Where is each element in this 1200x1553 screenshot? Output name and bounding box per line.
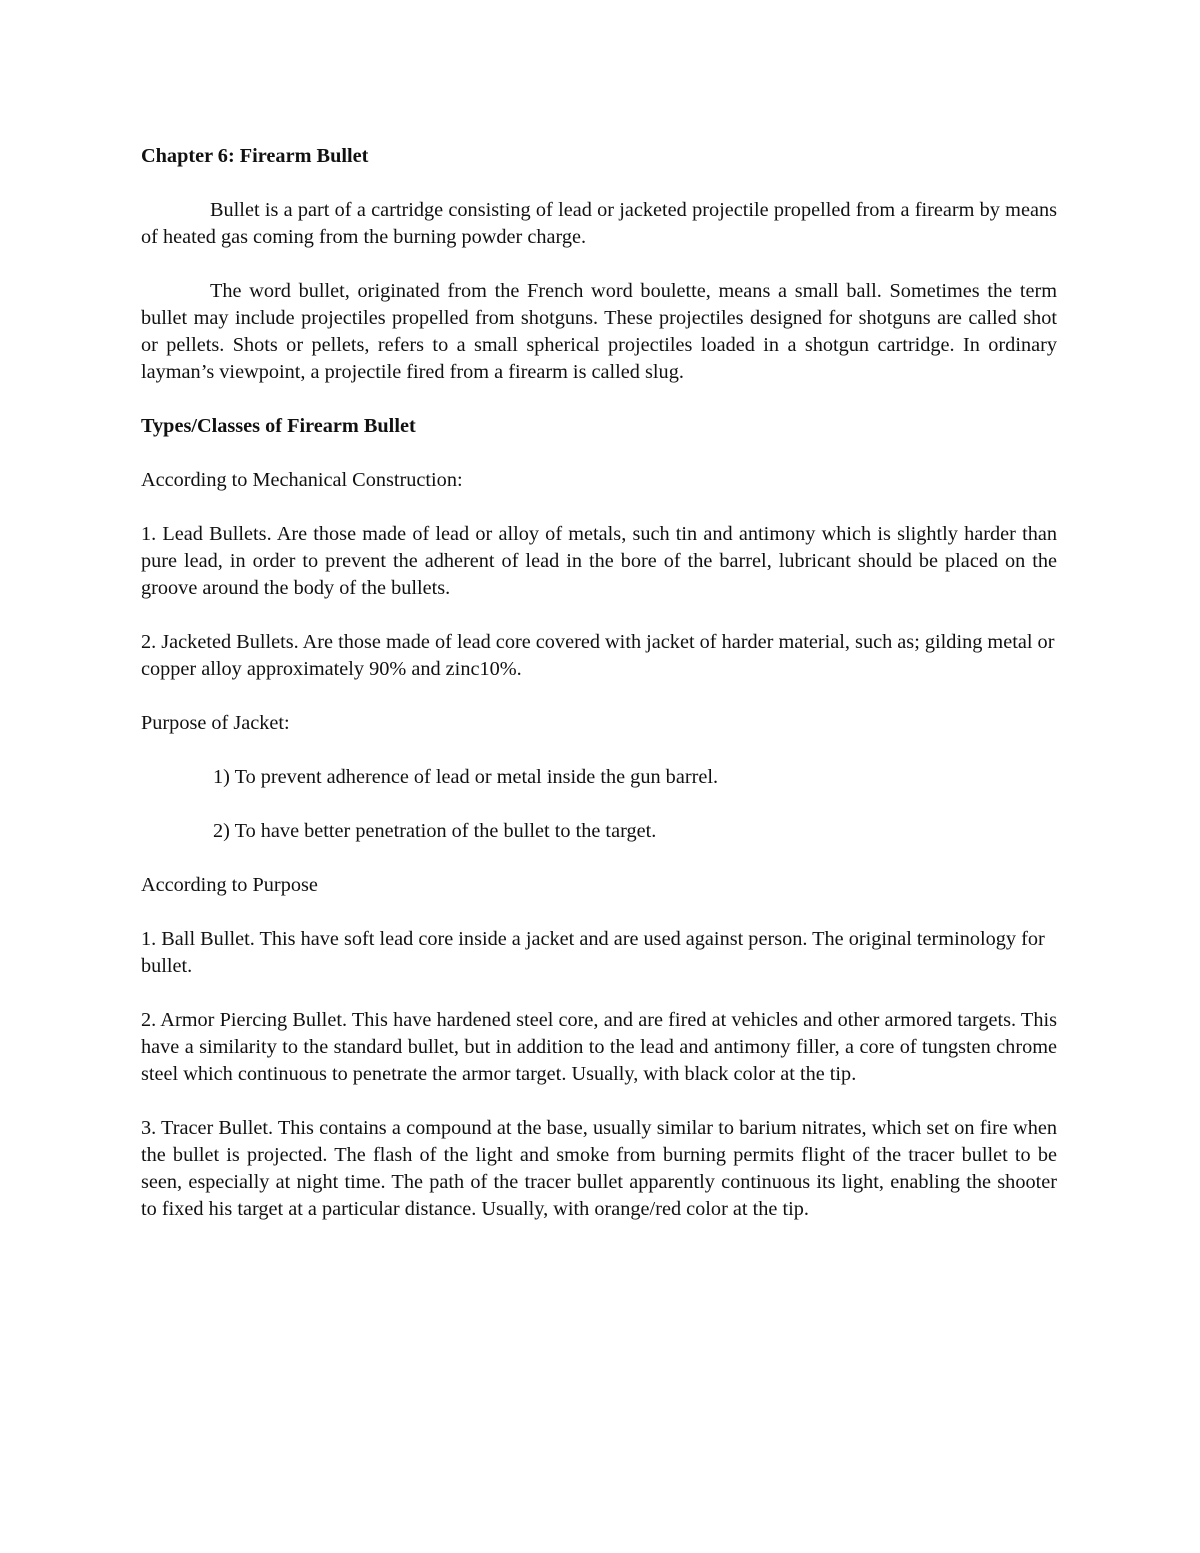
jacket-purpose-item-1: 1) To prevent adherence of lead or metal inside the gun barrel.: [213, 766, 719, 788]
document-page: [141, 143, 1057, 1223]
intro-paragraph-1: Bullet is a part of a cartridge consisting of lead or jacketed projectile propelled from a firearm by means of heated gas coming from the burning powder charge.: [141, 199, 1057, 248]
jacketed-bullets-item: 2. Jacketed Bullets. Are those made of lead core covered with jacket of harder material, such as; gilding metal or copper alloy approximately 90% and zinc10%.: [141, 631, 1055, 680]
tracer-bullet-item: 3. Tracer Bullet. This contains a compound at the base, usually similar to barium nitrates, which set on fire when the bullet is projected. The flash of the light and smoke from burning permits flight of the tracer bullet to be seen, especially at night time. The path of the tracer bullet apparently continuous its light, enabling the shooter to fixed his target at a particular distance. Usually, with orange/red color at the tip.: [141, 1117, 1057, 1220]
ball-bullet-item: 1. Ball Bullet. This have soft lead core inside a jacket and are used against person. The original terminology for bullet.: [141, 928, 1045, 977]
lead-bullets-item: 1. Lead Bullets. Are those made of lead or alloy of metals, such tin and antimony which is slightly harder than pure lead, in order to prevent the adherent of lead in the bore of the barrel, lubricant should be placed on the groove around the body of the bullets.: [141, 523, 1057, 599]
mechanical-construction-label: According to Mechanical Construction:: [141, 469, 463, 491]
chapter-title: Chapter 6: Firearm Bullet: [141, 145, 369, 167]
jacket-purpose-item-2: 2) To have better penetration of the bullet to the target.: [213, 820, 657, 842]
purpose-of-jacket-label: Purpose of Jacket:: [141, 712, 290, 734]
types-heading: Types/Classes of Firearm Bullet: [141, 415, 416, 437]
armor-piercing-bullet-item: 2. Armor Piercing Bullet. This have hardened steel core, and are fired at vehicles and other armored targets. This have a similarity to the standard bullet, but in addition to the lead and antimony filler, a core of tungsten chrome steel which continuous to penetrate the armor target. Usually, with black color at the tip.: [141, 1009, 1057, 1085]
intro-paragraph-2: The word bullet, originated from the French word boulette, means a small ball. Sometimes the term bullet may include projectiles propelled from shotguns. These projectiles designed for shotguns are called shot or pellets. Shots or pellets, refers to a small spherical projectiles loaded in a shotgun cartridge. In ordinary layman’s viewpoint, a projectile fired from a firearm is called slug.: [141, 280, 1057, 383]
according-to-purpose-label: According to Purpose: [141, 874, 318, 896]
